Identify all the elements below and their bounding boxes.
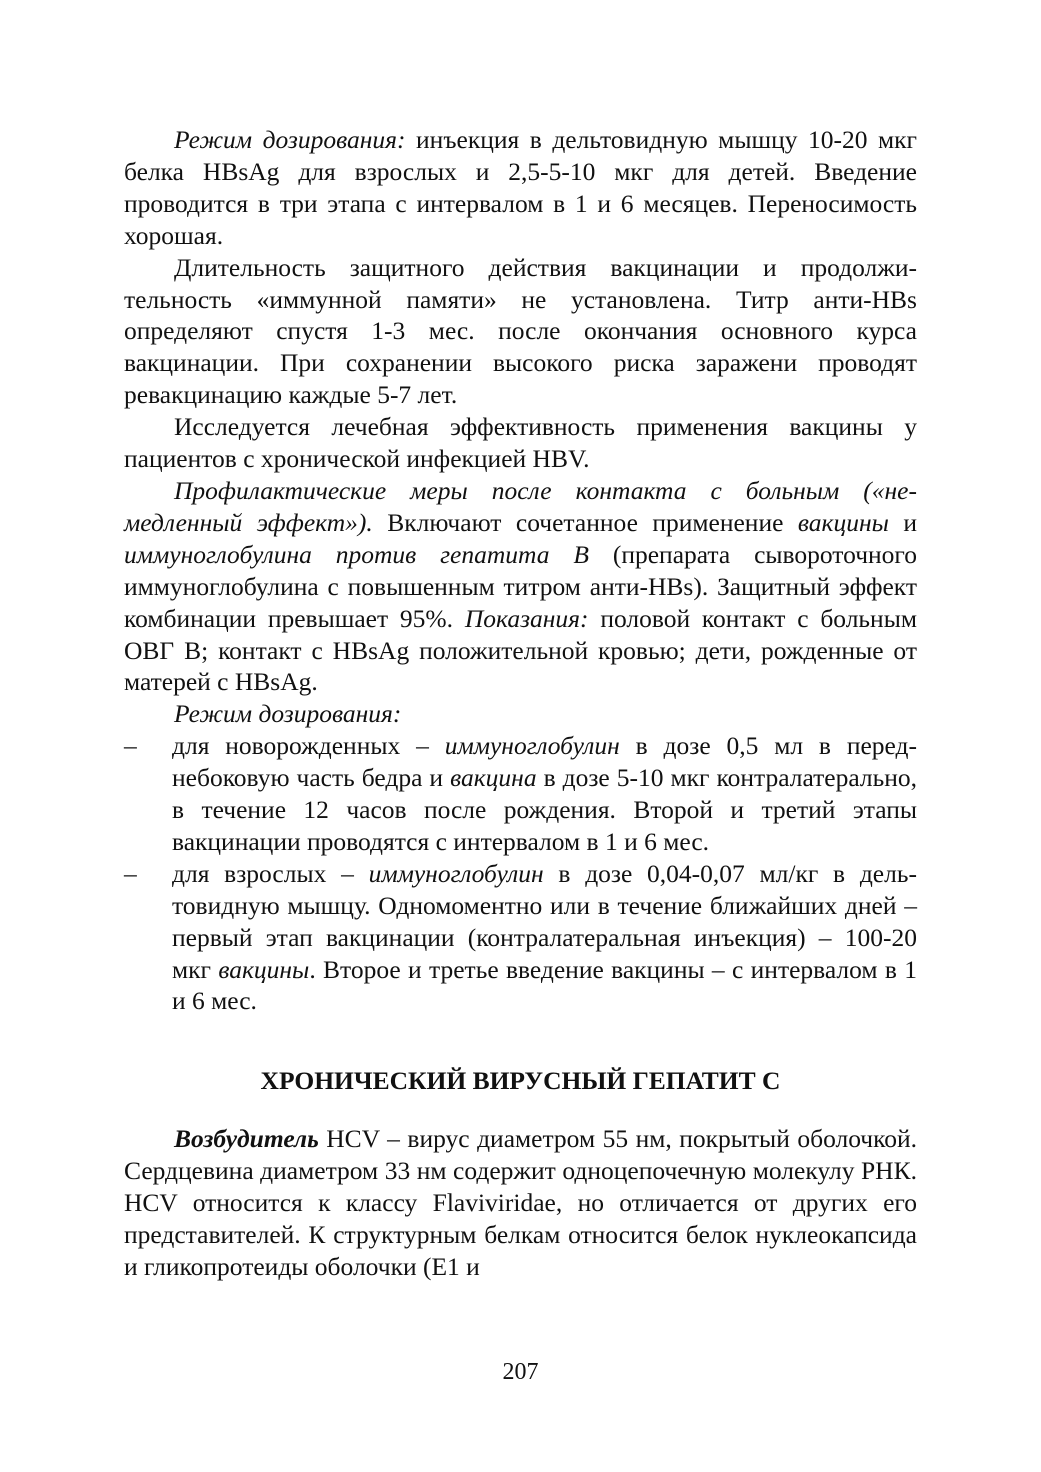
dosing-regimen-label: Режим дозирования: xyxy=(174,125,406,154)
post-contact-indications-label: Показания: xyxy=(464,603,589,633)
paragraph-pathogen xyxy=(124,1123,917,1283)
list-item-adults xyxy=(124,858,917,1018)
newborns-italic-immunoglobulin: иммуноглобулин xyxy=(444,731,620,761)
dosing-regimen-text: инъекция в дельтовидную мышцу 10-20 мкг белка HBsAg для взрослых и 2,5-5-10 мкг для детей. Введение проводится в три этапа с интервалом в 1 и 6 месяцев. Переносимость хорошая. xyxy=(124,125,918,250)
adults-text-3: . Второе и третье введение вакцины – с интервалом в 1 и 6 мес. xyxy=(172,954,917,1016)
list-dash: – xyxy=(124,731,137,761)
post-contact-text-2: и xyxy=(888,507,917,537)
list-item-newborns xyxy=(124,730,917,858)
adults-italic-vaccine: вакцины xyxy=(218,954,310,984)
post-contact-italic-vaccine: вакцины xyxy=(797,507,889,537)
newborns-text-3: в дозе 5-10 мкг контралатерально, в течение 12 часов после рождения. Второй и третий этапы вакцинации проводятся с интервалом в 1 и 6 мес. xyxy=(172,763,918,856)
page-number: 207 xyxy=(502,1359,539,1385)
list-dash: – xyxy=(124,858,137,888)
body-text xyxy=(124,124,917,1283)
newborns-italic-vaccine: вакцина xyxy=(450,763,537,793)
post-contact-text-1: Включают сочетанное применение xyxy=(372,507,798,537)
paragraph-dosing-regimen-2 xyxy=(124,698,917,730)
adults-italic-immunoglobulin: иммуноглобулин xyxy=(368,858,544,888)
dosing-list xyxy=(124,730,917,1017)
section-heading: ХРОНИЧЕСКИЙ ВИРУСНЫЙ ГЕПАТИТ С xyxy=(260,1066,781,1096)
newborns-text-1: для новорожденных – xyxy=(172,731,445,761)
dosing-regimen-2-label: Режим дозирования: xyxy=(174,699,402,729)
post-contact-label: Профилактические меры после контакта с больным («немедленный эффект»). xyxy=(124,475,917,537)
adults-text-1: для взрослых – xyxy=(172,858,369,888)
post-contact-italic-immunoglobulin: иммуноглобулина против гепатита В xyxy=(124,539,589,569)
paragraph-therapeutic-efficacy xyxy=(124,411,917,475)
post-contact-text-4: половой контакт с больным ОВГ В; контакт с HBsAg положительной кровью; дети, рожденные от матерей с HBsAg. xyxy=(124,603,917,697)
newborns-text-2: в дозе 0,5 мл в переднебоковую часть бедра и xyxy=(172,731,917,793)
paragraph-dosing-regimen xyxy=(124,124,917,252)
protection-duration-text: Длительность защитного действия вакцинации и продолжительность «иммунной памяти» не установлена. Титр анти-HBs определяют спустя 1-3 мес. после окончания основного курса вакцинации. При сохранении высокого риска заражени проводят ревакцинацию каждые 5-7 лет. xyxy=(124,252,917,410)
adults-text-2: в дозе 0,04-0,07 мл/кг в дельтовидную мышцу. Одномоментно или в течение ближайших дней – первый этап вакцинации (контралатеральная инъекция) – 100-20 мкг xyxy=(172,858,917,984)
pathogen-text: HCV – вирус диаметром 55 нм, покрытый оболочкой. Сердцевина диаметром 33 нм содержит одноцепочечную молекулу РНК. HCV относится к классу Flaviviridae, но отличается от других его представителей. К структурным белкам относится белок нуклеокапсида и гликопротеиды оболочки (Е1 и xyxy=(124,1124,917,1281)
paragraph-post-contact-prophylaxis xyxy=(124,475,917,698)
post-contact-text-3: (препарата сывороточного иммуноглобулина с повышенным титром анти-HBs). Защитный эффект комбинации превышает 95%. xyxy=(124,539,917,633)
pathogen-label: Возбудитель xyxy=(174,1124,319,1154)
therapeutic-efficacy-text: Исследуется лечебная эффективность применения вакцины у пациентов с хронической инфекцией HBV. xyxy=(124,412,917,474)
paragraph-protection-duration xyxy=(124,252,917,412)
